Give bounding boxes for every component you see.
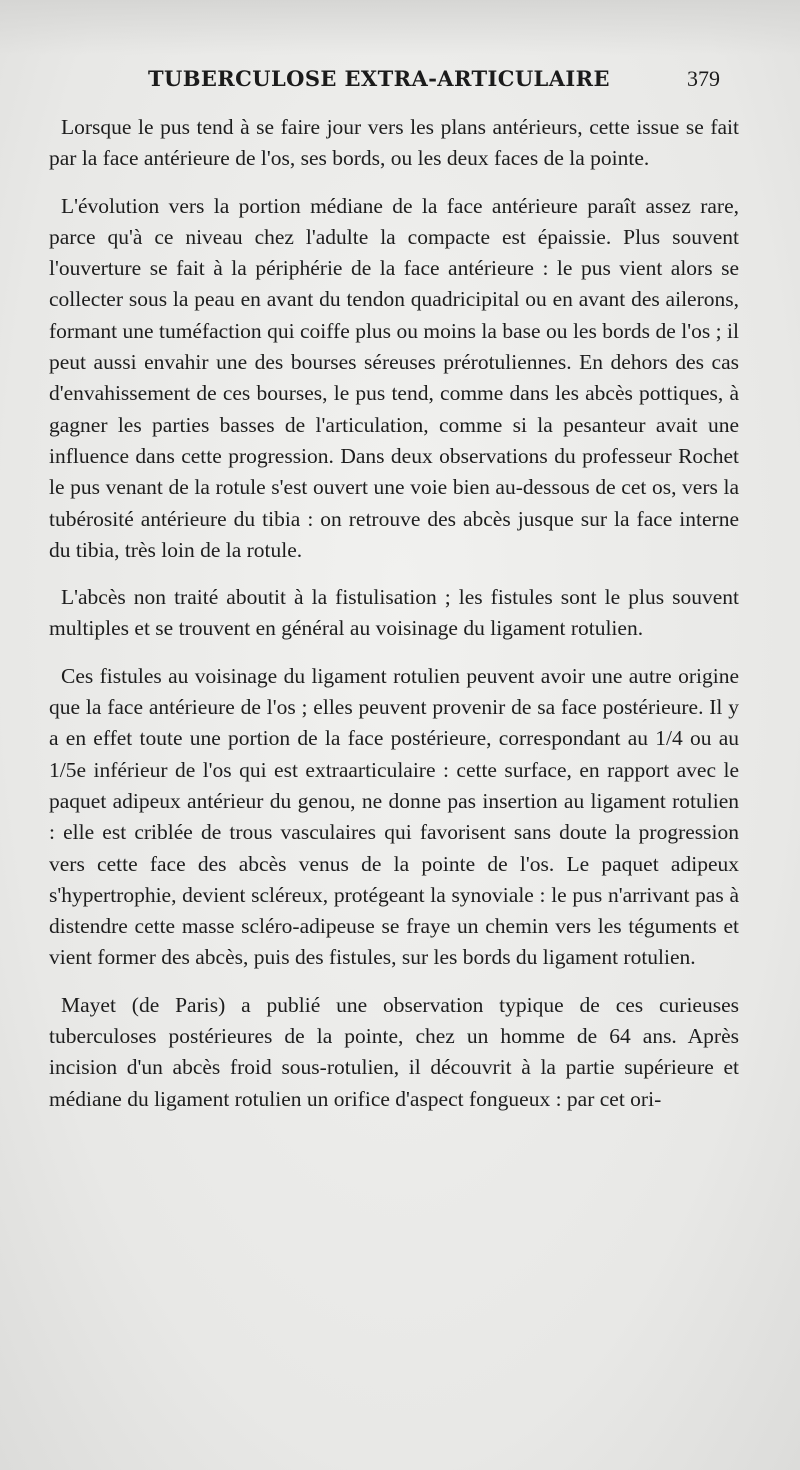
paper-edge-shading <box>0 0 800 55</box>
body-text <box>49 112 739 1131</box>
page-number: 379 <box>687 66 720 91</box>
page-header <box>100 62 720 96</box>
paragraph-1: Lorsque le pus tend à se faire jour vers les plans antérieurs, cette issue se fait par la face antérieure de l'os, ses bords, ou les deux faces de la pointe. <box>49 115 739 171</box>
paragraph-4: Ces fistules au voisinage du ligament rotulien peuvent avoir une autre origine que la face antérieure de l'os ; elles peuvent provenir de sa face postérieure. Il y a en effet toute une portion de la face postérieure, correspondant au 1/4 ou au 1/5e inférieur de l'os qui est extraarticulaire : cette surface, en rapport avec le paquet adipeux antérieur du genou, ne donne pas insertion au ligament rotulien : elle est criblée de trous vasculaires qui favorisent sans doute la progression vers cette face des abcès venus de la pointe de l'os. Le paquet adipeux s'hypertrophie, devient scléreux, protégeant la synoviale : le pus n'arrivant pas à distendre cette masse scléro-adipeuse se fraye un chemin vers les téguments et vient former des abcès, puis des fistules, sur les bords du ligament rotulien. <box>49 663 739 970</box>
paragraph-3: L'abcès non traité aboutit à la fistulisation ; les fistules sont le plus souvent multiples et se trouvent en général au voisinage du ligament rotulien. <box>49 585 739 641</box>
paragraph-5: Mayet (de Paris) a publié une observation typique de ces curieuses tuberculoses postérieures de la pointe, chez un homme de 64 ans. Après incision d'un abcès froid sous-rotulien, il découvrit à la partie supérieure et médiane du ligament rotulien un orifice d'aspect fongueux : par cet ori- <box>49 992 739 1111</box>
paragraph-2: L'évolution vers la portion médiane de la face antérieure paraît assez rare, parce qu'à ce niveau chez l'adulte la compacte est épaissie. Plus souvent l'ouverture se fait à la périphérie de la face antérieure : le pus vient alors se collecter sous la peau en avant du tendon quadricipital ou en avant des ailerons, formant une tuméfaction qui coiffe plus ou moins la base ou les bords de l'os ; il peut aussi envahir une des bourses séreuses prérotuliennes. En dehors des cas d'envahissement de ces bourses, le pus tend, comme dans les abcès pottiques, à gagner les parties basses de l'articulation, comme si la pesanteur avait une influence dans cette progression. Dans deux observations du professeur Rochet le pus venant de la rotule s'est ouvert une voie bien au-dessous de cet os, vers la tubérosité antérieure du tibia : on retrouve des abcès jusque sur la face interne du tibia, très loin de la rotule. <box>49 193 739 562</box>
running-title: TUBERCULOSE EXTRA-ARTICULAIRE <box>148 66 610 91</box>
